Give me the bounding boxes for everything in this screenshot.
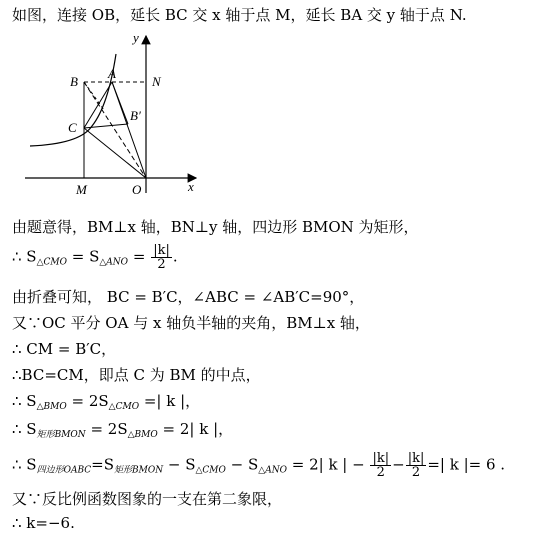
line-rectangle: 由题意得，BM⊥x 轴，BN⊥y 轴，四边形 BMON 为矩形， xyxy=(12,218,419,236)
segment-CB-prime xyxy=(84,124,128,128)
intro-text: 如图，连接 OB，延长 BC 交 x 轴于点 M，延长 BA 交 y 轴于点 N. xyxy=(12,6,467,24)
segment-AB-prime xyxy=(112,82,128,124)
line-area-rect: ∴ $S_{矩形BMON} = 2S_{\triangle BMO} = 2|$ k |， xyxy=(12,420,234,440)
label-y: y xyxy=(133,30,139,45)
line-folding: 由折叠可知， BC = B′C，∠ABC = ∠AB′C=90°， xyxy=(12,288,365,306)
label-O: O xyxy=(132,182,142,197)
line-answer: ∴ k=−6. xyxy=(12,514,75,532)
line-midpoint: ∴BC=CM，即点 C 为 BM 的中点， xyxy=(12,366,261,384)
line-area-equal: ∴ $S_{\triangle CMO} = S_{\triangle ANO}$ = $\frac{|k|}{2}$ . xyxy=(12,243,178,272)
label-B: B xyxy=(70,74,78,89)
label-N: N xyxy=(152,74,161,89)
fraction-k-over-2: $\frac{|k|}{2}$ xyxy=(153,243,170,272)
label-B-prime: B′ xyxy=(130,108,141,123)
fraction-2: $\frac{|k|}{2}$ xyxy=(407,451,425,480)
label-A: A xyxy=(108,66,116,81)
line-area-quad: ∴ $S_{四边形OABC}=S_{矩形BMON} - S_{\triangle CMO} - S_{\triangle ANO} = 2|$ k | − $\frac{|k|}{2}$ − $\frac{|k|}{2}$ =| k |= 6 . xyxy=(12,451,506,480)
line-area-bmo: ∴ $S_{\triangle BMO} = 2S_{\triangle CMO}$ =| k |， xyxy=(12,392,201,412)
fraction-1: $\frac{|k|}{2}$ xyxy=(372,451,390,480)
line-bisector: 又∵OC 平分 OA 与 x 轴负半轴的夹角，BM⊥x 轴， xyxy=(12,314,370,332)
label-M: M xyxy=(76,182,87,197)
line-quadrant: 又∵反比例函数图象的一支在第二象限， xyxy=(12,490,283,508)
segment-CA-dash xyxy=(84,82,104,110)
label-C: C xyxy=(68,120,77,135)
label-x: x xyxy=(188,179,194,194)
line-cm-eq: ∴ CM = B′C， xyxy=(12,340,117,358)
geometry-figure xyxy=(20,28,220,208)
segment-BO xyxy=(84,82,146,178)
